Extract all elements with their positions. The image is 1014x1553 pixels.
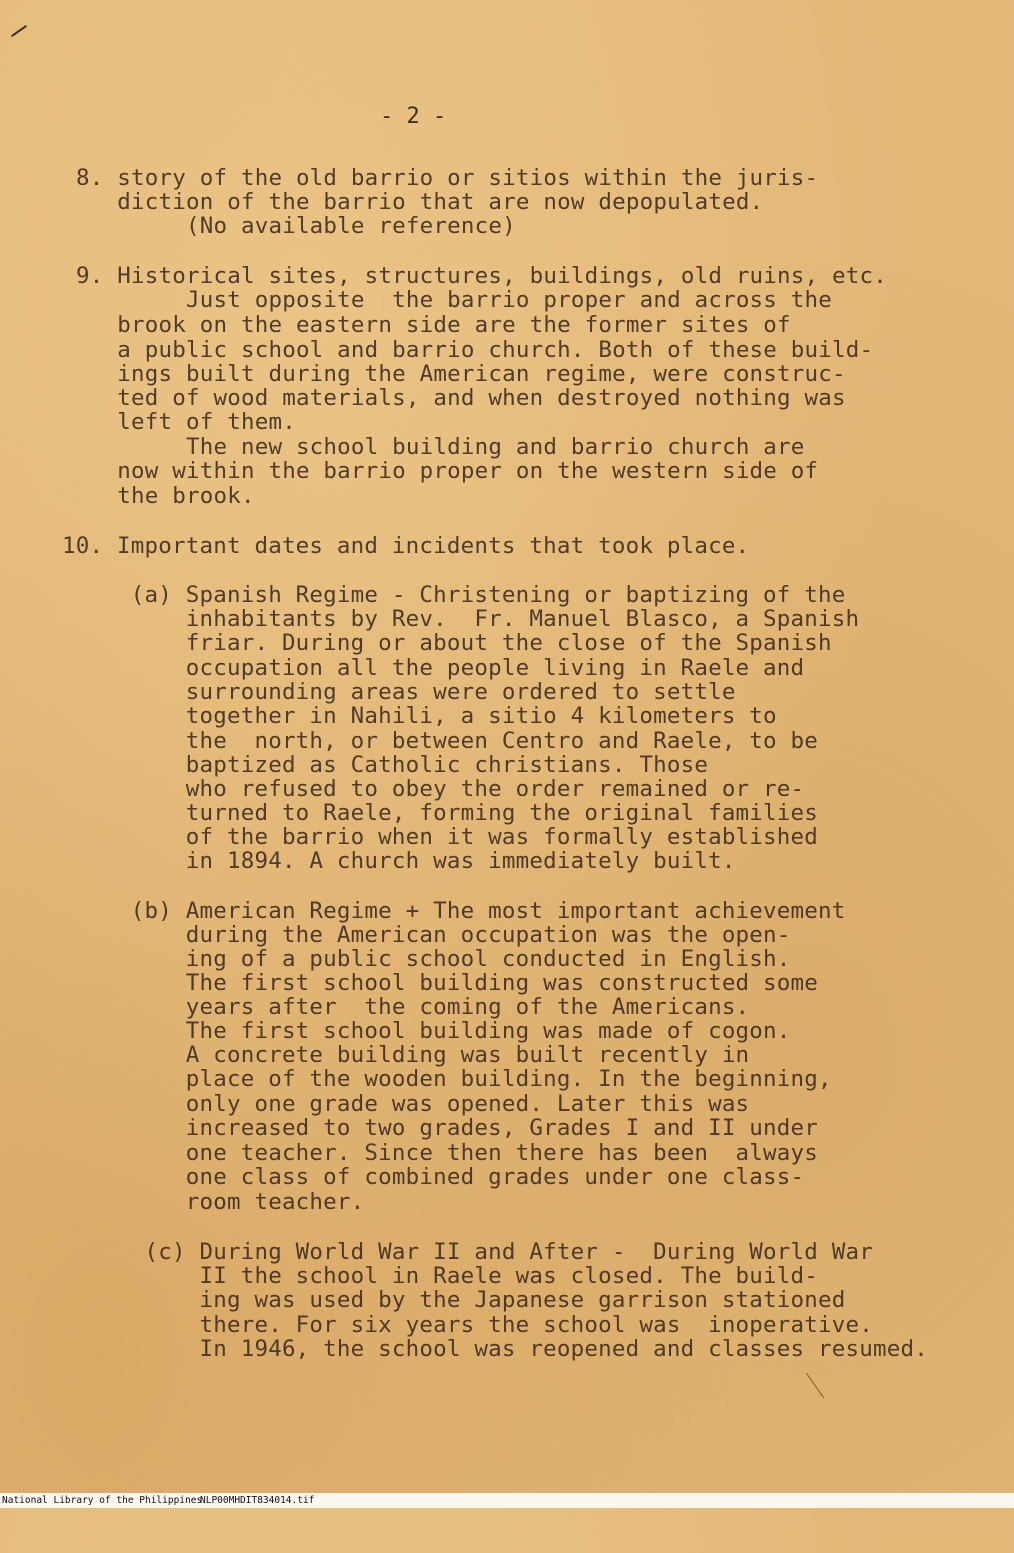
text-line: The first school building was constructed some: [62, 970, 819, 996]
text-line: The first school building was made of cogon.: [62, 1018, 791, 1044]
ink-mark: [11, 25, 27, 37]
text-line: 8. story of the old barrio or sitios within the juris-: [76, 165, 819, 191]
text-line: the brook.: [76, 483, 255, 509]
text-line: (a) Spanish Regime - Christening or baptizing of the: [62, 582, 846, 608]
text-line: (c) During World War II and After - During World War: [62, 1239, 874, 1265]
text-line: only one grade was opened. Later this was: [62, 1091, 750, 1117]
text-line: now within the barrio proper on the western side of: [76, 458, 819, 484]
text-line: 9. Historical sites, structures, buildings, old ruins, etc.: [76, 263, 888, 289]
text-line: one teacher. Since then there has been always: [62, 1140, 819, 1166]
text-line: who refused to obey the order remained or re-: [62, 776, 805, 802]
text-line: friar. During or about the close of the Spanish: [62, 630, 832, 656]
text-line: place of the wooden building. In the beginning,: [62, 1066, 832, 1092]
text-line: ing of a public school conducted in English.: [62, 946, 791, 972]
text-line: In 1946, the school was reopened and classes resumed.: [62, 1336, 929, 1362]
text-line: II the school in Raele was closed. The build-: [62, 1263, 819, 1289]
text-line: brook on the eastern side are the former sites of: [76, 312, 791, 338]
text-line: ted of wood materials, and when destroyed nothing was: [76, 385, 846, 411]
text-line: room teacher.: [62, 1189, 365, 1215]
text-line: A concrete building was built recently in: [62, 1042, 750, 1068]
text-line: years after the coming of the Americans.: [62, 994, 750, 1020]
text-line: 10. Important dates and incidents that took place.: [62, 533, 750, 559]
text-line: the north, or between Centro and Raele, to be: [62, 728, 819, 754]
text-line: in 1894. A church was immediately built.: [62, 848, 736, 874]
ink-mark: [806, 1373, 824, 1398]
text-line: a public school and barrio church. Both of these build-: [76, 337, 874, 363]
text-line: diction of the barrio that are now depopulated.: [76, 189, 764, 215]
text-line: ing was used by the Japanese garrison stationed: [62, 1287, 846, 1313]
text-line: of the barrio when it was formally established: [62, 824, 819, 850]
scan-footer: [0, 1493, 1014, 1508]
text-line: one class of combined grades under one class-: [62, 1164, 805, 1190]
text-line: surrounding areas were ordered to settle: [62, 679, 736, 705]
text-line: turned to Raele, forming the original families: [62, 800, 819, 826]
text-line: increased to two grades, Grades I and II under: [62, 1115, 819, 1141]
text-line: baptized as Catholic christians. Those: [62, 752, 709, 778]
footer-institution: National Library of the Philippines: [2, 1495, 203, 1506]
text-line: The new school building and barrio church are: [76, 434, 805, 460]
page-number: - 2 -: [380, 104, 447, 129]
text-line: together in Nahili, a sitio 4 kilometers to: [62, 703, 777, 729]
text-line: inhabitants by Rev. Fr. Manuel Blasco, a Spanish: [62, 606, 860, 632]
text-line: left of them.: [76, 409, 296, 435]
footer-filename: NLP00MHDIT834014.tif: [200, 1495, 315, 1506]
text-line: ings built during the American regime, were construc-: [76, 361, 846, 387]
text-line: Just opposite the barrio proper and across the: [76, 287, 833, 313]
text-line: there. For six years the school was inoperative.: [62, 1312, 874, 1338]
text-line: (b) American Regime + The most important achievement: [62, 898, 846, 924]
text-line: (No available reference): [76, 213, 516, 239]
text-line: occupation all the people living in Raele and: [62, 655, 805, 681]
text-line: during the American occupation was the open-: [62, 922, 791, 948]
